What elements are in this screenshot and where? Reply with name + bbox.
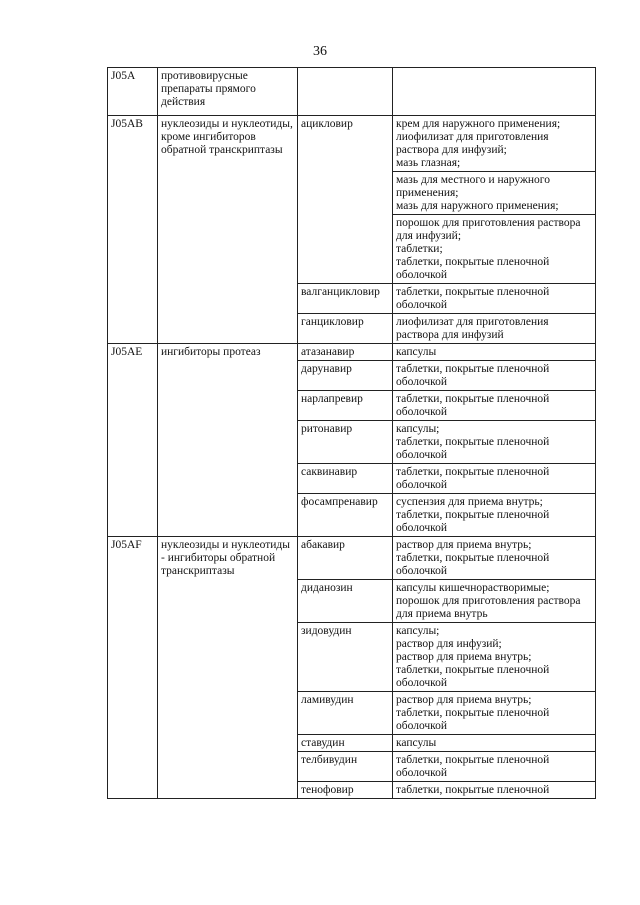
dosage-form-line: суспензия для приема внутрь; bbox=[396, 496, 543, 508]
drug-name-cell: ставудин bbox=[298, 735, 393, 752]
atc-code-cell: J05AB bbox=[108, 116, 158, 344]
dosage-form-line: таблетки, покрытые пленочной оболочкой bbox=[396, 363, 550, 388]
group-name-cell: нуклеозиды и нуклеотиды, кроме ингибиторов обратной транскриптазы bbox=[158, 116, 298, 344]
dosage-form-line: капсулы bbox=[396, 737, 437, 749]
dosage-form-line: таблетки, покрытые пленочной оболочкой bbox=[396, 707, 550, 732]
dosage-form-line: крем для наружного применения; bbox=[396, 118, 561, 130]
group-name-cell: нуклеозиды и нуклеотиды - ингибиторы обратной транскриптазы bbox=[158, 537, 298, 799]
dosage-form-line: лиофилизат для приготовления раствора для инфузий bbox=[396, 316, 549, 341]
table-row bbox=[108, 537, 596, 580]
dosage-form-line: таблетки, покрытые пленочной оболочкой bbox=[396, 286, 550, 311]
dosage-form-line: таблетки, покрытые пленочной bbox=[396, 784, 550, 796]
dosage-form-cell bbox=[393, 782, 596, 799]
dosage-form-cell bbox=[393, 284, 596, 314]
drug-name-cell: ламивудин bbox=[298, 692, 393, 735]
dosage-form-line: раствор для приема внутрь; bbox=[396, 651, 532, 663]
dosage-form-cell bbox=[393, 537, 596, 580]
drug-name-cell: ацикловир bbox=[298, 116, 393, 284]
drug-classification-table bbox=[107, 67, 596, 799]
dosage-form-cell bbox=[393, 361, 596, 391]
dosage-form-line: мазь для местного и наружного применения; bbox=[396, 174, 550, 199]
dosage-form-cell bbox=[393, 464, 596, 494]
atc-code-cell: J05A bbox=[108, 68, 158, 116]
dosage-form-cell bbox=[393, 215, 596, 284]
dosage-form-cell bbox=[393, 314, 596, 344]
dosage-form-line: раствор для приема внутрь; bbox=[396, 539, 532, 551]
dosage-form-line: капсулы кишечнорастворимые; bbox=[396, 582, 550, 594]
dosage-form-line: лиофилизат для приготовления раствора для инфузий; bbox=[396, 131, 549, 156]
drug-name-cell bbox=[298, 68, 393, 116]
dosage-form-cell bbox=[393, 623, 596, 692]
dosage-form-line: таблетки; bbox=[396, 243, 443, 255]
dosage-form-line: таблетки, покрытые пленочной оболочкой bbox=[396, 466, 550, 491]
dosage-form-line: таблетки, покрытые пленочной оболочкой bbox=[396, 509, 550, 534]
dosage-form-line: порошок для приготовления раствора для приема внутрь bbox=[396, 595, 581, 620]
atc-code-cell: J05AF bbox=[108, 537, 158, 799]
dosage-form-line: раствор для инфузий; bbox=[396, 638, 502, 650]
drug-name-cell: нарлапревир bbox=[298, 391, 393, 421]
dosage-form-cell bbox=[393, 735, 596, 752]
group-name-cell: ингибиторы протеаз bbox=[158, 344, 298, 537]
dosage-form-cell bbox=[393, 116, 596, 172]
dosage-form-cell bbox=[393, 692, 596, 735]
drug-name-cell: ганцикловир bbox=[298, 314, 393, 344]
dosage-form-line: таблетки, покрытые пленочной оболочкой bbox=[396, 256, 550, 281]
drug-name-cell: телбивудин bbox=[298, 752, 393, 782]
dosage-form-cell bbox=[393, 68, 596, 116]
table-row bbox=[108, 116, 596, 172]
drug-name-cell: тенофовир bbox=[298, 782, 393, 799]
dosage-form-line: таблетки, покрытые пленочной оболочкой bbox=[396, 664, 550, 689]
dosage-form-line: таблетки, покрытые пленочной оболочкой bbox=[396, 436, 550, 461]
drug-name-cell: валганцикловир bbox=[298, 284, 393, 314]
drug-name-cell: ритонавир bbox=[298, 421, 393, 464]
dosage-form-line: мазь глазная; bbox=[396, 157, 461, 169]
drug-name-cell: зидовудин bbox=[298, 623, 393, 692]
table-row bbox=[108, 68, 596, 116]
drug-name-cell: атазанавир bbox=[298, 344, 393, 361]
atc-code-cell: J05AE bbox=[108, 344, 158, 537]
dosage-form-line: капсулы bbox=[396, 346, 437, 358]
dosage-form-cell bbox=[393, 580, 596, 623]
drug-name-cell: дарунавир bbox=[298, 361, 393, 391]
page-number: 36 bbox=[313, 44, 327, 59]
dosage-form-line: порошок для приготовления раствора для инфузий; bbox=[396, 217, 581, 242]
dosage-form-line: раствор для приема внутрь; bbox=[396, 694, 532, 706]
dosage-form-line: капсулы; bbox=[396, 625, 440, 637]
dosage-form-cell bbox=[393, 421, 596, 464]
dosage-form-line: капсулы; bbox=[396, 423, 440, 435]
dosage-form-line: таблетки, покрытые пленочной оболочкой bbox=[396, 754, 550, 779]
dosage-form-line: таблетки, покрытые пленочной оболочкой bbox=[396, 393, 550, 418]
drug-name-cell: саквинавир bbox=[298, 464, 393, 494]
dosage-form-cell bbox=[393, 391, 596, 421]
group-name-cell: противовирусные препараты прямого действия bbox=[158, 68, 298, 116]
drug-name-cell: абакавир bbox=[298, 537, 393, 580]
dosage-form-cell bbox=[393, 172, 596, 215]
drug-name-cell: фосампренавир bbox=[298, 494, 393, 537]
table-row bbox=[108, 344, 596, 361]
table-body bbox=[108, 68, 596, 799]
drug-name-cell: диданозин bbox=[298, 580, 393, 623]
dosage-form-cell bbox=[393, 752, 596, 782]
dosage-form-line: мазь для наружного применения; bbox=[396, 200, 559, 212]
dosage-form-line: таблетки, покрытые пленочной оболочкой bbox=[396, 552, 550, 577]
dosage-form-cell bbox=[393, 344, 596, 361]
dosage-form-cell bbox=[393, 494, 596, 537]
